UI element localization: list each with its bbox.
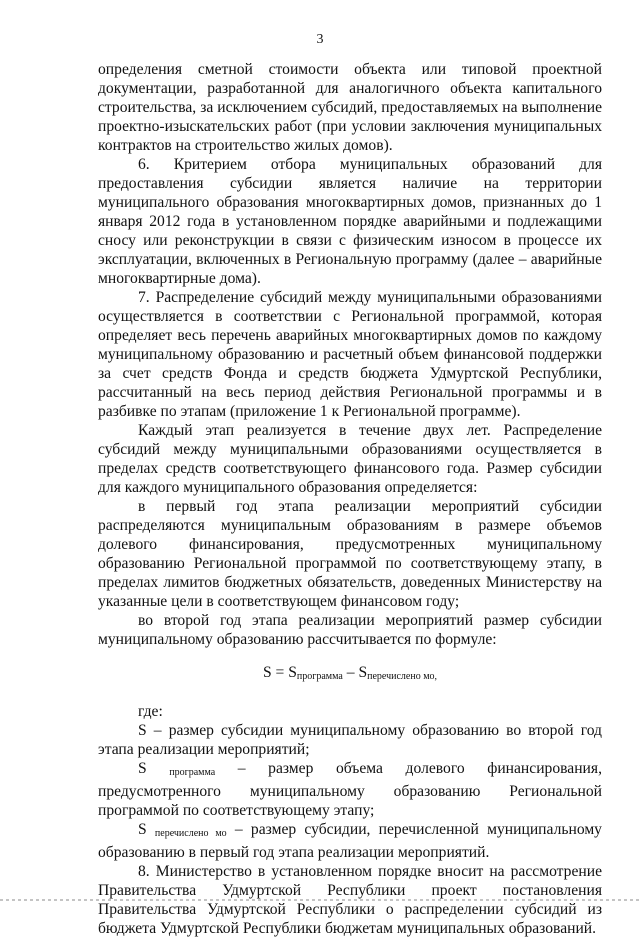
paragraph-6: 6. Критерием отбора муниципальных образований для предоставления субсидии является наличие на территории муниципального образования многоквартирных домов, признанных до 1 января 2012 года в установленном порядке аварийными и подлежащими сносу или реконструкции в связи с физическим износом в процессе их эксплуатации, включенных в Региональную программу (далее – аварийные многоквартирные дома). (98, 156, 602, 287)
def-prog-text: – размер объема долевого финансирования, предусмотренного муниципальному образованию Региональной программой по соответствующему этапу; (98, 760, 602, 819)
def-perech-symbol: S (138, 821, 147, 838)
subsidy-formula (98, 663, 602, 686)
paragraph-8: 8. Министерство в установленном порядке вносит на рассмотрение Правительства Удмуртской Республики проект постановления Правительства Удмуртской Республики о распределении субсидий из бюджета Удмуртской Республики бюджетам муниципальных образований. (98, 863, 602, 937)
def-prog-symbol: S (138, 760, 147, 777)
def-perech-text: – размер субсидии, перечисленной муниципальному образованию в первый год этапа реализации мероприятий. (98, 821, 602, 861)
page-number: 3 (316, 32, 324, 47)
where-label: где: (138, 703, 163, 720)
paragraph-first-year: в первый год этапа реализации мероприятий субсидии распределяются муниципальным образованиям в размере объемов долевого финансирования, предусмотренных муниципальному образованию Региональной программой по соответствующему этапу, в пределах лимитов бюджетных обязательств, доведенных Министерству на указанные цели в соответствующем финансовом году; (98, 498, 602, 610)
definition-s-transferred (98, 820, 602, 862)
formula-s2: S (358, 664, 368, 681)
formula-eq: = S (275, 664, 297, 681)
paragraph-7: 7. Распределение субсидий между муниципальными образованиями осуществляется в соответствии с Региональной программой, которая определяет весь перечень аварийных многоквартирных домов по каждому муниципальному образованию и расчетный объем финансовой поддержки за счет средств Фонда и средств бюджета Удмуртской Республики, рассчитанный на весь период действия Региональной программы и в разбивке по этапам (приложение 1 к Региональной программе). (98, 289, 602, 420)
scan-footer-line (0, 899, 640, 901)
def-perech-sub: перечислено мо (154, 828, 227, 839)
paragraph-stages: Каждый этап реализуется в течение двух лет. Распределение субсидий между муниципальными образованиями осуществляется в пределах средств соответствующего финансового года. Размер субсидии для каждого муниципального образования определяется: (98, 422, 602, 496)
formula-minus: – (346, 664, 355, 681)
definition-s: S – размер субсидии муниципальному образованию во второй год этапа реализации мероприятий; (98, 722, 602, 758)
paragraph-second-year: во второй год этапа реализации мероприятий размер субсидии муниципальному образованию рассчитывается по формуле: (98, 612, 602, 648)
def-prog-sub: программа (169, 767, 216, 778)
paragraph-continuation: определения сметной стоимости объекта или типовой проектной документации, разработанной для аналогичного объекта капитального строительства, за исключением субсидий, предоставляемых на выполнение проектно-изыскательских работ (при условии заключения муниципальных контрактов на строительство жилых домов). (98, 61, 602, 154)
formula-sub-program: программа (296, 671, 343, 682)
definition-s-program (98, 759, 602, 820)
document-body (98, 60, 602, 938)
formula-lhs: S (262, 664, 272, 681)
formula-sub-transferred: перечислено мо, (367, 671, 438, 682)
